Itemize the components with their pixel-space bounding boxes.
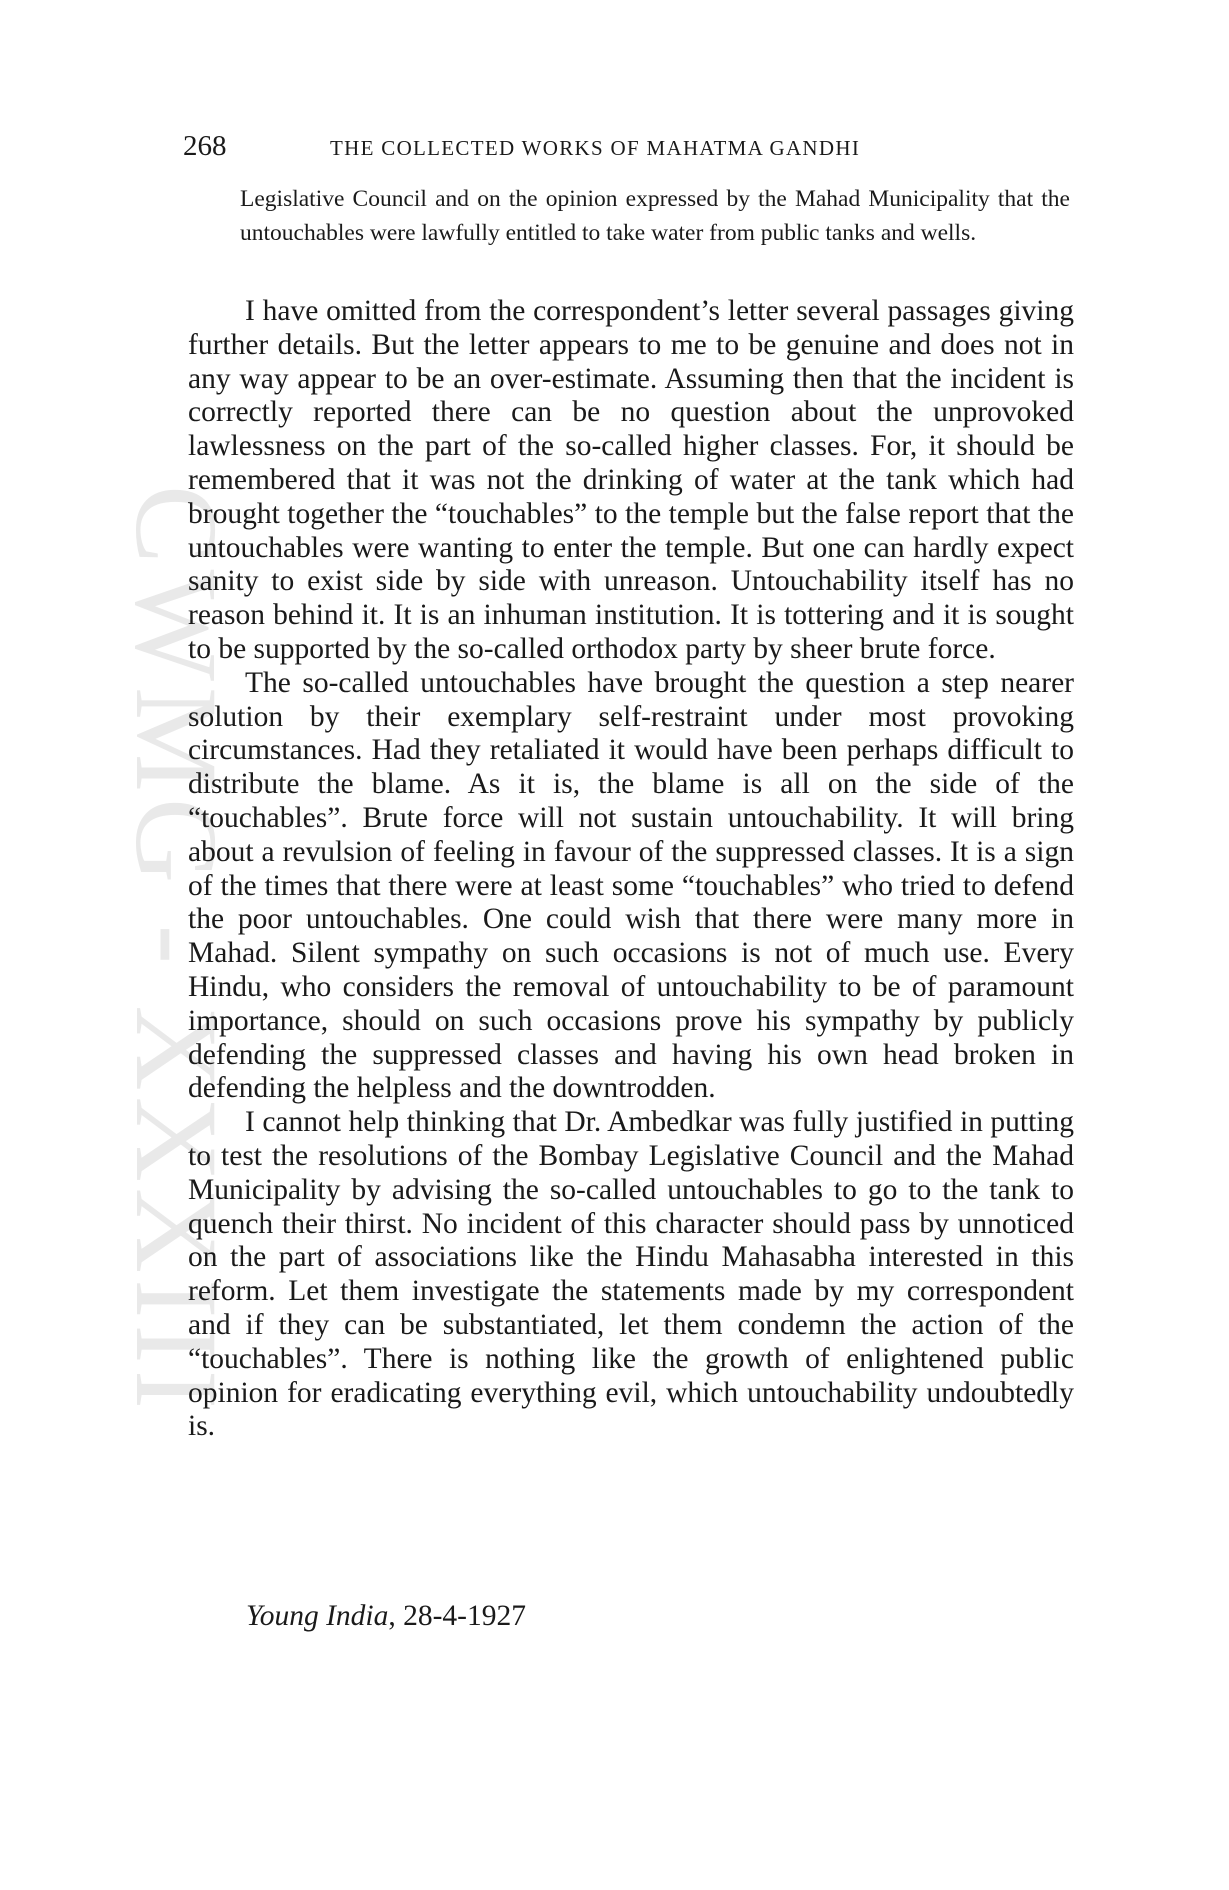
- citation-date: 28-4-1927: [403, 1600, 526, 1632]
- paragraph-1: I have omitted from the correspondent’s letter several passages giving further details. But the letter appears to me to be genuine and does not in any way appear to be an over-estimate. Assuming then that the incident is correctly reported there can be no question about the unprovoked lawlessness on the part of the so-called higher classes. For, it should be remembered that it was not the drinking of water at the tank which had brought together the “touchables” to the temple but the false report that the untouchables were wanting to enter the temple. But one can hardly expect sanity to exist side by side with unreason. Untouchability itself has no reason behind it. It is an inhuman institution. It is tottering and it is sought to be supported by the so-called orthodox party by sheer brute force.: [188, 295, 1074, 665]
- citation-source: Young India: [246, 1600, 389, 1632]
- body-text: [188, 295, 1074, 1444]
- paragraph-2: The so-called untouchables have brought the question a step nearer solution by their exemplary self-restraint under most provoking circumstances. Had they retaliated it would have been perhaps difficult to distribute the blame. As it is, the blame is all on the side of the “touchables”. Brute force will not sustain untouchability. It will bring about a revulsion of feeling in favour of the suppressed classes. It is a sign of the times that there were at least some “touchables” who tried to defend the poor untouchables. One could wish that there were many more in Mahad. Silent sympathy on such occasions is not of much use. Every Hindu, who considers the removal of untouchability to be of paramount importance, should on such occasions prove his sympathy by publicly defending the suppressed classes and having his own head broken in defending the helpless and the downtrodden.: [188, 666, 1074, 1105]
- page-number: 268: [183, 130, 227, 162]
- source-citation: [246, 1598, 526, 1634]
- citation-separator: ,: [388, 1600, 404, 1632]
- running-head: THE COLLECTED WORKS OF MAHATMA GANDHI: [330, 136, 861, 160]
- quote-paragraph: Legislative Council and on the opinion expressed by the Mahad Municipality that the untouchables were lawfully entitled to take water from public tanks and wells.: [240, 186, 1070, 246]
- page-header: [183, 128, 1083, 172]
- watermark-text: CWMG - XXXIII: [111, 484, 243, 1416]
- paragraph-3: I cannot help thinking that Dr. Ambedkar was fully justified in putting to test the resolutions of the Bombay Legislative Council and the Mahad Municipality by advising the so-called untouchables to go to the tank to quench their thirst. No incident of this character should pass by unnoticed on the part of associations like the Hindu Mahasabha interested in this reform. Let them investigate the statements made by my correspondent and if they can be substantiated, let them condemn the action of the “touchables”. There is nothing like the growth of enlightened public opinion for eradicating everything evil, which untouchability undoubtedly is.: [188, 1106, 1074, 1443]
- quoted-extract: [240, 182, 1070, 250]
